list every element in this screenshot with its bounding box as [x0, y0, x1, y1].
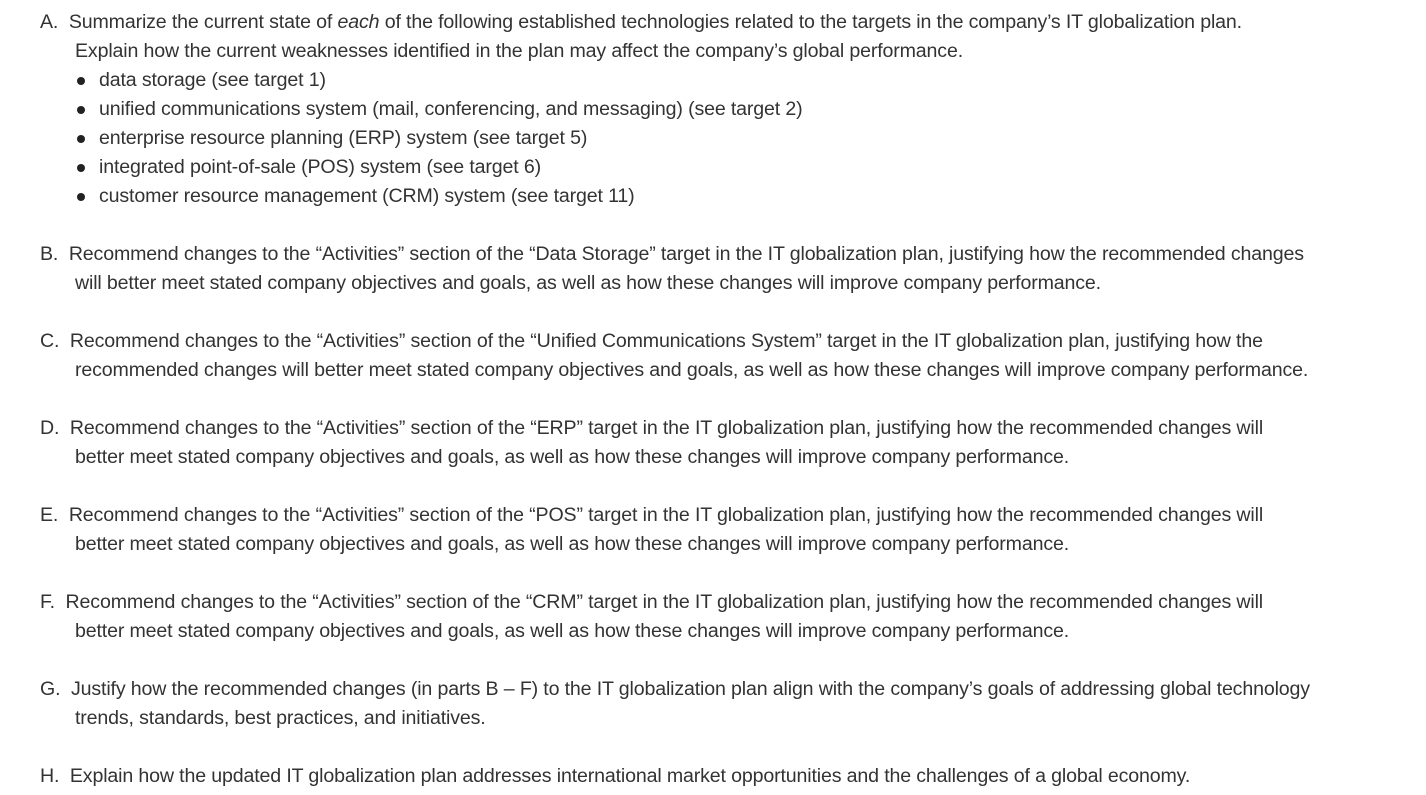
bullet-text: data storage (see target 1): [99, 69, 326, 91]
item-g-line-2: trends, standards, best practices, and initiatives.: [75, 707, 486, 729]
item-f: [40, 588, 1420, 646]
item-b-line-1: [40, 240, 1420, 269]
item-g-text: Justify how the recommended changes (in parts B – F) to the IT globalization plan align with the company’s goals of addressing global technology: [70, 678, 1310, 700]
bullet-icon: [77, 77, 85, 85]
bullet-icon: [77, 164, 85, 172]
bullet-item: [40, 182, 1420, 211]
bullet-item: [40, 153, 1420, 182]
item-e-letter: E.: [40, 504, 59, 526]
item-d-letter: D.: [40, 417, 60, 439]
bullet-icon: [77, 106, 85, 114]
item-a-emphasis: each: [337, 11, 380, 33]
item-h-letter: H.: [40, 765, 60, 787]
item-d-line-2: better meet stated company objectives and goals, as well as how these changes will improve company performance.: [75, 446, 1070, 468]
item-f-line-2: better meet stated company objectives and goals, as well as how these changes will improve company performance.: [75, 620, 1070, 642]
item-d-text: Recommend changes to the “Activities” section of the “ERP” target in the IT globalization plan, justifying how the recommended changes will: [69, 417, 1264, 439]
item-e: [40, 501, 1420, 559]
item-e-text: Recommend changes to the “Activities” section of the “POS” target in the IT globalization plan, justifying how the recommended changes will: [68, 504, 1264, 526]
item-c-text: Recommend changes to the “Activities” section of the “Unified Communications System” target in the IT globalization plan, justifying how the: [69, 330, 1263, 352]
item-g: [40, 675, 1420, 733]
item-c-line-2: recommended changes will better meet stated company objectives and goals, as well as how these changes will improve company performance.: [75, 359, 1309, 381]
item-h-line-1: [40, 762, 1420, 791]
item-c-letter: C.: [40, 330, 60, 352]
item-h: [40, 762, 1420, 791]
item-b-letter: B.: [40, 243, 59, 265]
item-b-line-2: will better meet stated company objectives and goals, as well as how these changes will improve company performance.: [75, 272, 1101, 294]
item-a-letter: A.: [40, 11, 59, 33]
item-f-letter: F.: [40, 591, 55, 613]
bullet-text: enterprise resource planning (ERP) system (see target 5): [99, 127, 588, 149]
item-a-bullet-list: [40, 66, 1420, 211]
item-b-text: Recommend changes to the “Activities” section of the “Data Storage” target in the IT globalization plan, justifying how the recommended changes: [68, 243, 1304, 265]
item-d-line-1: [40, 414, 1420, 443]
item-a-text-post: of the following established technologies related to the targets in the company’s IT globalization plan.: [384, 11, 1242, 33]
item-c-line-1: [40, 327, 1420, 356]
item-g-letter: G.: [40, 678, 61, 700]
bullet-text: customer resource management (CRM) system (see target 11): [99, 185, 635, 207]
bullet-text: unified communications system (mail, conferencing, and messaging) (see target 2): [99, 98, 803, 120]
item-a-line-2: Explain how the current weaknesses identified in the plan may affect the company’s global performance.: [75, 40, 963, 62]
item-f-text: Recommend changes to the “Activities” section of the “CRM” target in the IT globalization plan, justifying how the recommended changes will: [65, 591, 1264, 613]
item-d: [40, 414, 1420, 472]
bullet-item: [40, 124, 1420, 153]
item-b: [40, 240, 1420, 298]
item-a: [40, 8, 1420, 211]
item-f-line-1: [40, 588, 1420, 617]
item-e-line-1: [40, 501, 1420, 530]
bullet-text: integrated point-of-sale (POS) system (see target 6): [99, 156, 541, 178]
bullet-icon: [77, 193, 85, 201]
item-c: [40, 327, 1420, 385]
item-a-line-1: [40, 8, 1420, 37]
bullet-item: [40, 95, 1420, 124]
bullet-item: [40, 66, 1420, 95]
item-h-text: Explain how the updated IT globalization plan addresses international market opportunities and the challenges of a global economy.: [69, 765, 1191, 787]
bullet-icon: [77, 135, 85, 143]
item-a-text-pre: Summarize the current state of: [68, 11, 333, 33]
item-e-line-2: better meet stated company objectives and goals, as well as how these changes will improve company performance.: [75, 533, 1070, 555]
item-g-line-1: [40, 675, 1420, 704]
